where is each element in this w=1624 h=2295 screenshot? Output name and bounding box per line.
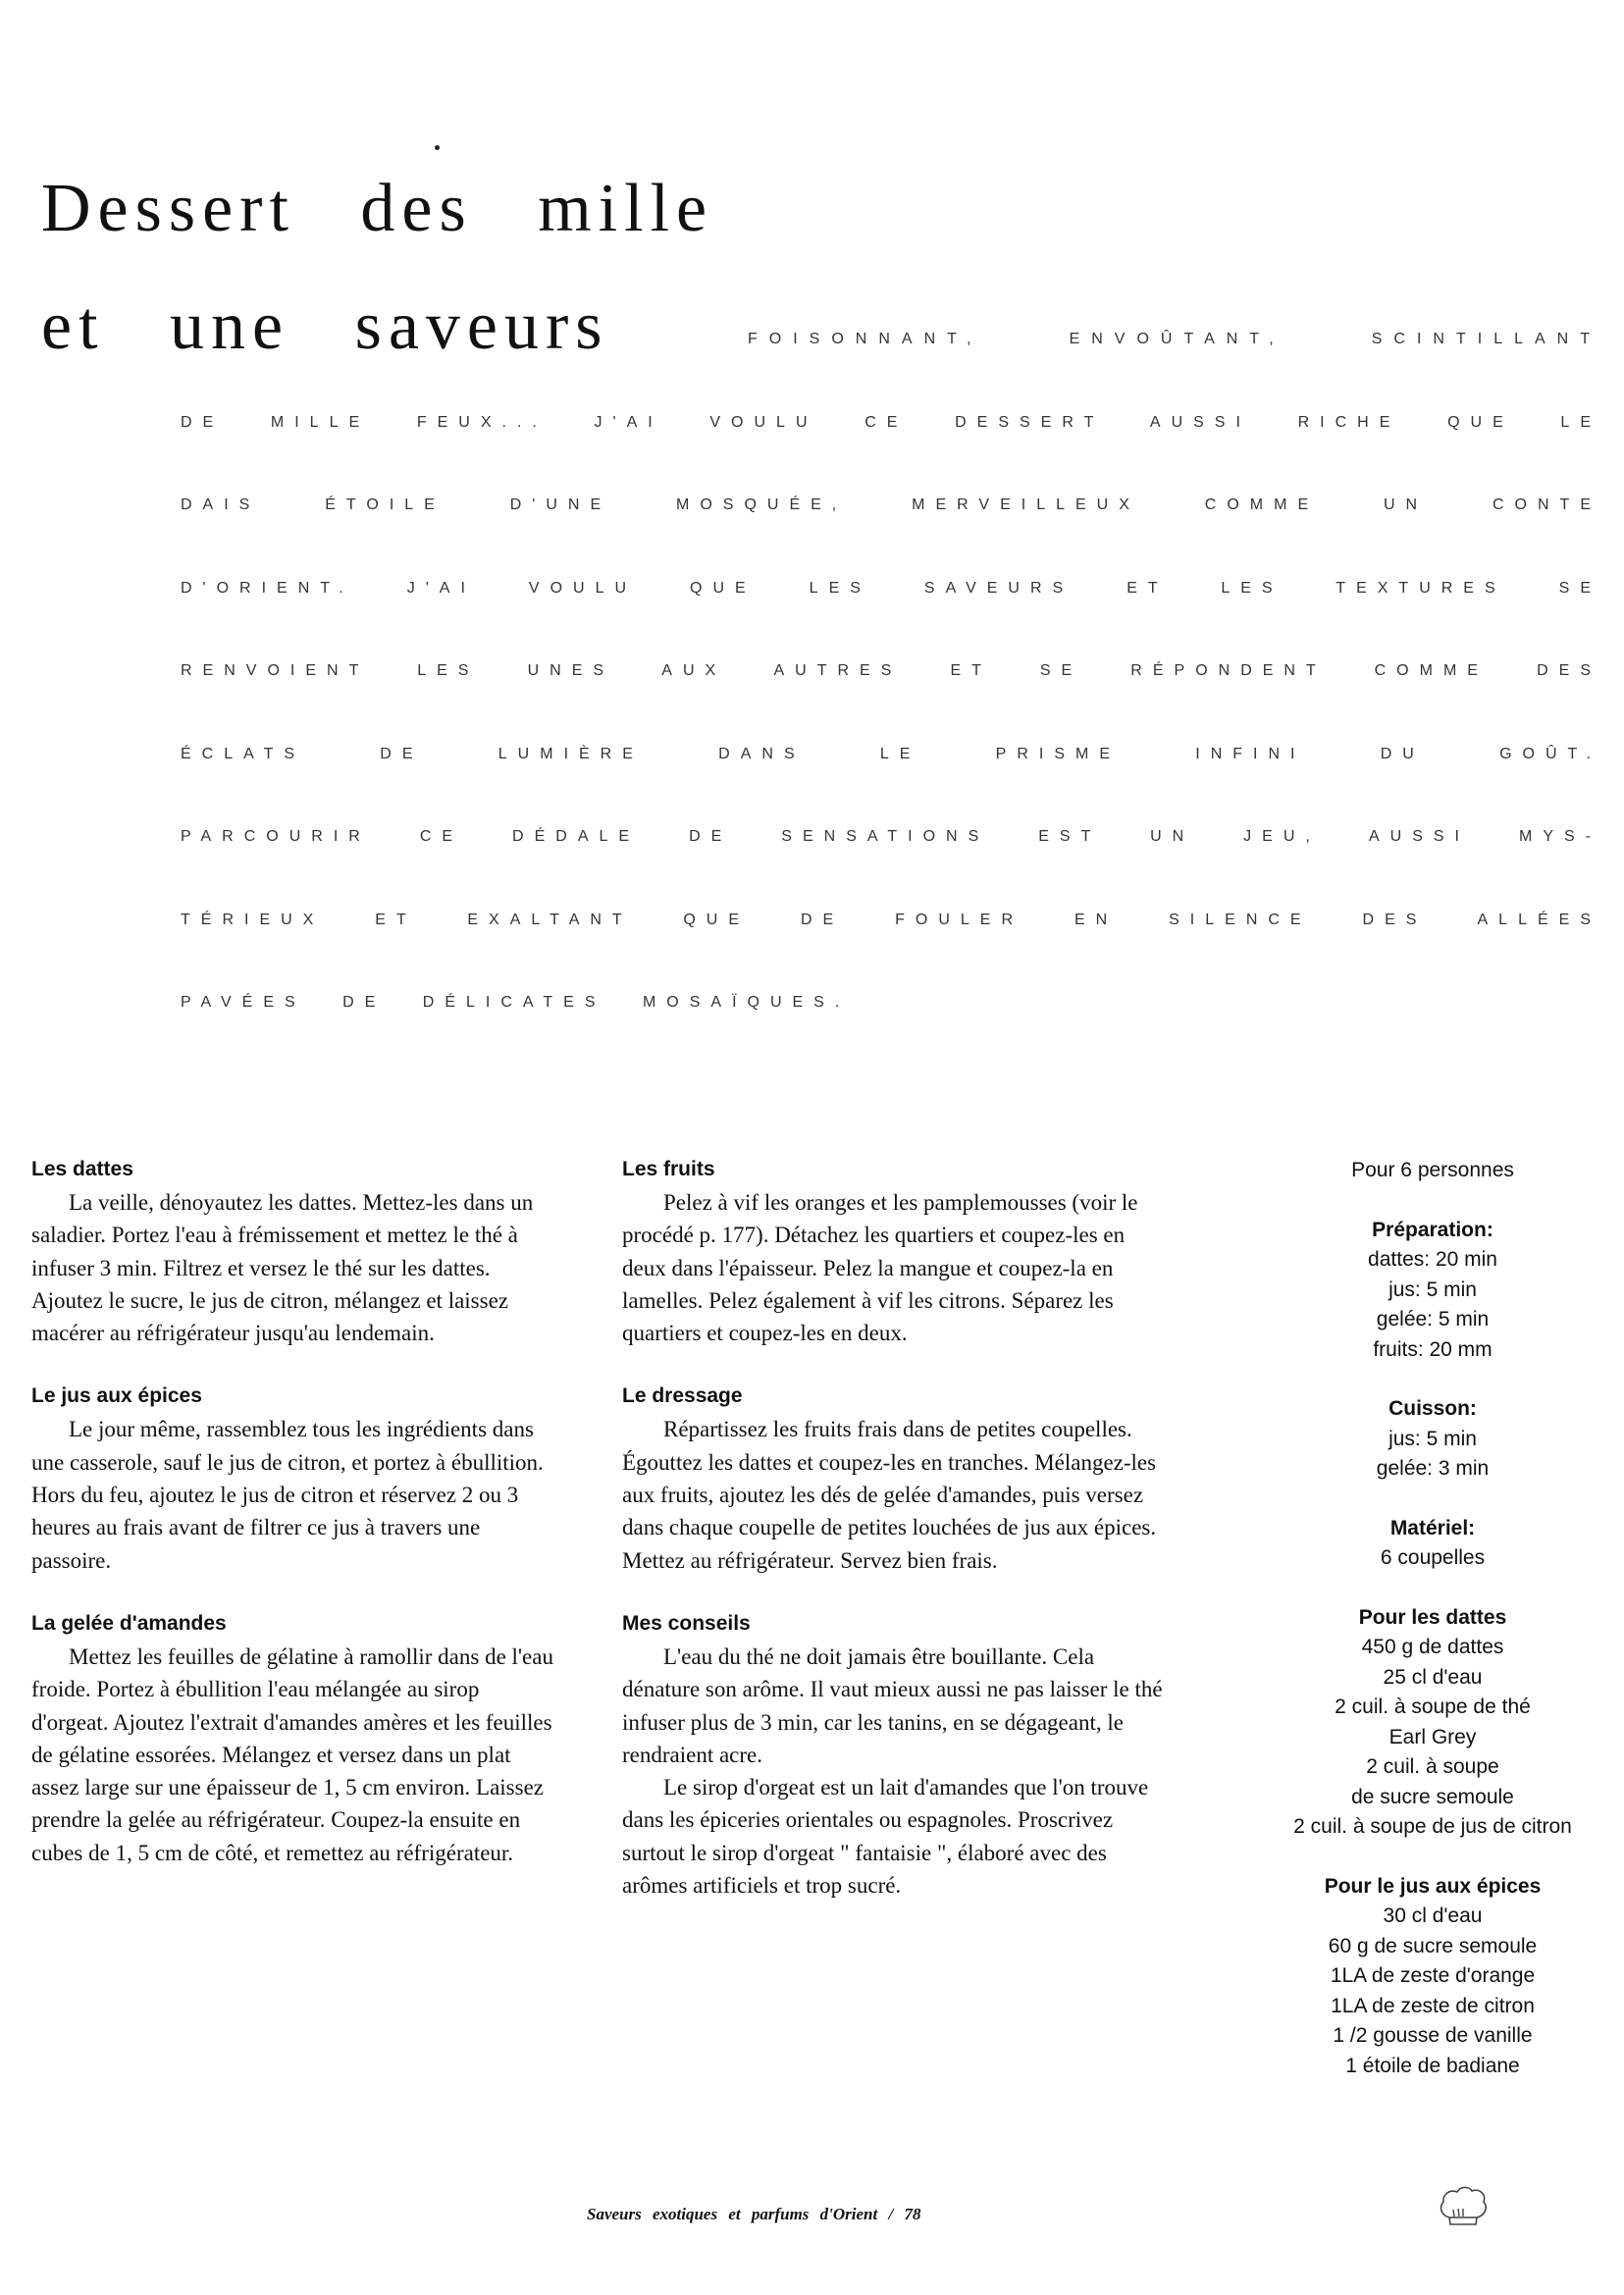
section-text-gelee: Mettez les feuilles de gélatine à ramollir dans de l'eau froide. Portez à ébullition l'eau mélangée au sirop d'orgeat. Ajoutez l'extrait d'amandes amères et les feuilles de gélatine essorées. Mélangez et versez dans un plat assez large sur une épaisseur de 1, 5 cm environ. Laissez prendre la gelée au réfrigérateur. Coupez-la ensuite en cubes de 1, 5 cm de côté, et remettez au réfrigérateur.	[31, 1643, 553, 1865]
materiel-block	[1256, 1514, 1609, 1574]
ingredient-item: 2 cuil. à soupe	[1366, 1755, 1499, 1778]
ingredients-dattes-heading: Pour les dattes	[1358, 1605, 1507, 1629]
preparation-item: fruits: 20 mm	[1373, 1337, 1493, 1361]
section-text-dressage: Répartissez les fruits frais dans de petites coupelles. Égouttez les dattes et coupez-les en tranches. Mélangez-les aux fruits, ajoutez les dés de gelée d'amandes, puis versez dans chaque coupelle de petites louchées de jus aux épices. Mettez au réfrigérateur. Servez bien frais.	[622, 1417, 1157, 1573]
column-left	[31, 1156, 556, 1869]
recipe-sidebar	[1256, 1156, 1609, 2111]
ingredient-item: 450 g de dattes	[1361, 1636, 1504, 1658]
preparation-heading: Préparation:	[1372, 1218, 1493, 1241]
ingredient-item: 2 cuil. à soupe de thé	[1335, 1695, 1531, 1718]
ingredient-item: 25 cl d'eau	[1383, 1665, 1483, 1689]
intro-word: FOISONNANT,	[748, 331, 983, 347]
section-heading-gelee: La gelée d'amandes	[31, 1611, 227, 1635]
ingredients-jus-heading: Pour le jus aux épices	[1324, 1874, 1542, 1898]
section-text-jus: Le jour même, rassemblez tous les ingrédients dans une casserole, sauf le jus de citron, et portez à ébullition. Hors du feu, ajoutez le jus de citron et réservez 2 ou 3 heures au frais avant de filtrer ce jus à travers une passoire.	[31, 1417, 544, 1573]
section-heading-conseils: Mes conseils	[622, 1611, 751, 1635]
ingredients-dattes-block	[1256, 1603, 1609, 1843]
materiel-heading: Matériel:	[1389, 1516, 1476, 1539]
section-text-fruits: Pelez à vif les oranges et les pamplemousses (voir le procédé p. 177). Détachez les quartiers et coupez-les en deux dans l'épaisseur. Pelez la mangue et coupez-la en lamelles. Pelez également à vif les citrons. Séparez les quartiers et coupez-les en deux.	[622, 1190, 1138, 1346]
ingredient-item: 1 étoile de badiane	[1345, 2054, 1520, 2077]
section-text-dattes: La veille, dénoyautez les dattes. Mettez-les dans un saladier. Portez l'eau à frémissement et mettez le thé à infuser 3 min. Filtrez et versez le thé sur les dattes. Ajoutez le sucre, le jus de citron, mélangez et laissez macérer au réfrigérateur jusqu'au lendemain.	[31, 1190, 534, 1346]
column-middle	[622, 1156, 1172, 1902]
intro-word: SCINTILLANT	[1371, 331, 1601, 347]
section-heading-dattes: Les dattes	[31, 1158, 133, 1180]
decorative-dot	[435, 145, 440, 150]
section-heading-jus: Le jus aux épices	[31, 1384, 202, 1408]
cuisson-item: gelée: 3 min	[1376, 1457, 1490, 1480]
section-heading-fruits: Les fruits	[622, 1158, 715, 1180]
page-title-line-1: Dessert des mille	[41, 171, 714, 246]
chef-hat-icon	[1436, 2180, 1491, 2229]
intro-line: DAIS ÉTOILE D'UNE MOSQUÉE, MERVEILLEUX COMME UN CONTE	[181, 496, 1601, 513]
section-text-conseils-1: L'eau du thé ne doit jamais être bouillante. Cela dénature son arôme. Il vaut mieux aussi ne pas laisser le thé infuser plus de 3 min, car les tanins, en se dégageant, le rendraient acre.	[622, 1643, 1163, 1767]
preparation-item: jus: 5 min	[1388, 1278, 1477, 1301]
ingredient-item: 1LA de zeste d'orange	[1330, 1964, 1536, 1987]
intro-line: D'ORIENT. J'AI VOULU QUE LES SAVEURS ET LES TEXTURES SE	[181, 580, 1601, 597]
intro-word: ENVOÛTANT,	[1069, 331, 1285, 347]
preparation-item: gelée: 5 min	[1376, 1308, 1490, 1330]
cuisson-item: jus: 5 min	[1388, 1427, 1477, 1450]
page-title-line-2: et une saveurs	[41, 288, 609, 364]
intro-line-last: PAVÉES DE DÉLICATES MOSAÏQUES.	[181, 994, 851, 1011]
section-text-conseils-2: Le sirop d'orgeat est un lait d'amandes que l'on trouve dans les épiceries orientales ou espagnoles. Proscrivez surtout le sirop d'orgeat " fantaisie ", élaboré avec des arômes artificiels et trop sucré.	[622, 1775, 1149, 1899]
intro-line: DE MILLE FEUX... J'AI VOULU CE DESSERT AUSSI RICHE QUE LE	[181, 414, 1601, 431]
intro-line: PARCOURIR CE DÉDALE DE SENSATIONS EST UN JEU, AUSSI MYS-	[181, 828, 1601, 845]
ingredient-item: 1 /2 gousse de vanille	[1333, 2024, 1533, 2047]
ingredient-item: 30 cl d'eau	[1383, 1904, 1483, 1927]
ingredient-item: 60 g de sucre semoule	[1328, 1934, 1538, 1957]
intro-line: ÉCLATS DE LUMIÈRE DANS LE PRISME INFINI DU GOÛT.	[181, 746, 1601, 762]
ingredient-item: de sucre semoule	[1351, 1785, 1514, 1808]
ingredient-item: Earl Grey	[1388, 1725, 1477, 1748]
servings: Pour 6 personnes	[1351, 1159, 1514, 1181]
intro-line: RENVOIENT LES UNES AUX AUTRES ET SE RÉPONDENT COMME DES	[181, 662, 1601, 679]
ingredient-item: 2 cuil. à soupe de jus de citron	[1293, 1815, 1572, 1838]
intro-line: TÉRIEUX ET EXALTANT QUE DE FOULER EN SILENCE DES ALLÉES	[181, 912, 1601, 928]
preparation-item: dattes: 20 min	[1368, 1248, 1497, 1271]
page-footer: Saveurs exotiques et parfums d'Orient / 78	[587, 2205, 921, 2223]
section-heading-dressage: Le dressage	[622, 1384, 743, 1408]
ingredients-jus-block	[1256, 1872, 1609, 2082]
cuisson-heading: Cuisson:	[1388, 1397, 1477, 1420]
materiel-item: 6 coupelles	[1380, 1546, 1486, 1569]
preparation-block	[1256, 1216, 1609, 1366]
cuisson-block	[1256, 1394, 1609, 1485]
ingredient-item: 1LA de zeste de citron	[1331, 1994, 1535, 2017]
intro-first-line	[748, 332, 1601, 347]
